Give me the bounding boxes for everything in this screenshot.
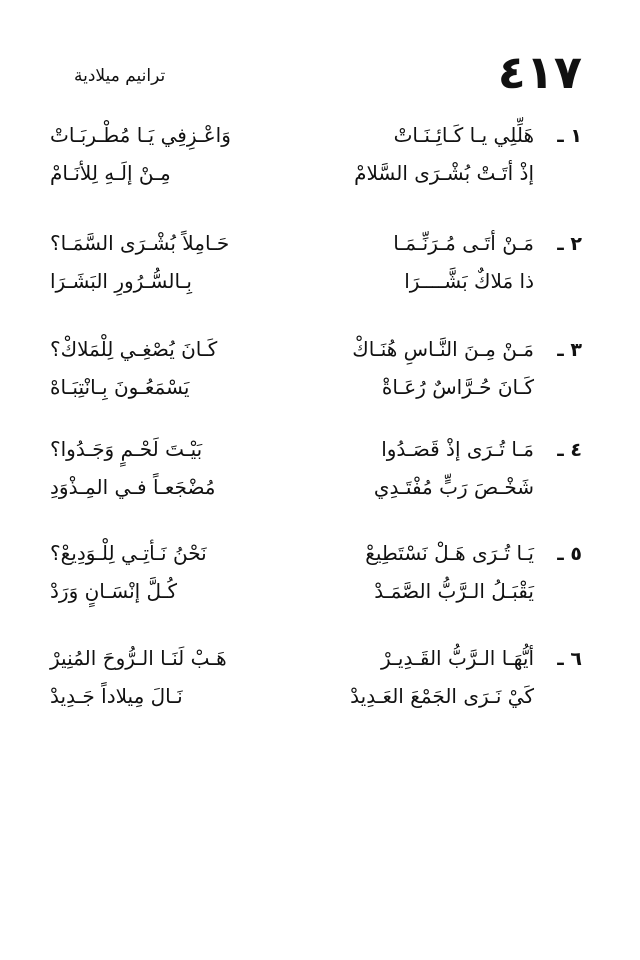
verse-line xyxy=(50,369,534,405)
verse-line xyxy=(50,640,534,676)
verse-line xyxy=(50,225,534,261)
verse-number: ٢ ـ xyxy=(557,233,582,255)
page-number: ٤١٧ xyxy=(497,45,582,99)
verse-first-hemistich: هَلِّلِي يـا كَـائِـنَـاتْ xyxy=(393,123,534,147)
verse-number: ٥ ـ xyxy=(557,543,582,565)
verse-line xyxy=(50,573,534,609)
verse-line xyxy=(50,331,534,367)
verse-first-hemistich: شَخْـصَ رَبٍّ مُفْتَـدِي xyxy=(373,475,534,499)
verse-number: ٤ ـ xyxy=(557,439,582,461)
verse-second-hemistich: مُضْجَعـاً فـي المِـذْوَدِ xyxy=(50,475,216,499)
stanza-4 xyxy=(50,431,582,507)
stanza-3 xyxy=(50,331,582,407)
verse-line xyxy=(50,117,534,153)
verse-first-hemistich: يَقْبَـلُ الـرَّبُّ الصَّمَـدْ xyxy=(374,579,534,603)
verse-first-hemistich: مَـا تُـرَى إذْ قَصَـدُوا xyxy=(381,437,534,461)
verse-second-hemistich: مِـنْ إلَـهِ لِلأنَـامْ xyxy=(50,161,171,185)
verse-first-hemistich: إذْ أتَـتْ بُشْـرَى السَّلامْ xyxy=(354,161,534,185)
verse-second-hemistich: بِـالسُّـرُورِ البَشَـرَا xyxy=(50,269,193,293)
verse-line xyxy=(50,469,534,505)
verse-first-hemistich: مَـنْ مِـنَ النَّـاسِ هُنَـاكْ xyxy=(352,337,534,361)
stanza-6 xyxy=(50,640,582,716)
stanza-1 xyxy=(50,117,582,193)
verse-line xyxy=(50,263,534,299)
running-title: ترانيم ميلادية xyxy=(74,66,166,86)
verse-number: ٣ ـ xyxy=(557,339,582,361)
verse-line xyxy=(50,431,534,467)
verse-second-hemistich: يَسْمَعُـونَ بِـانْتِبَـاهْ xyxy=(50,375,190,399)
verse-second-hemistich: هَـبْ لَنَـا الـرُّوحَ المُنِيرْ xyxy=(50,646,227,670)
verse-first-hemistich: ذا مَلاكٌ بَشَّــــرَا xyxy=(404,269,534,293)
verse-number: ٦ ـ xyxy=(557,648,582,670)
verse-second-hemistich: وَاعْـزِفِي يَـا مُطْـربَـاتْ xyxy=(50,123,231,147)
verse-first-hemistich: أيُّهَـا الـرَّبُّ القَـدِيـرْ xyxy=(381,646,534,670)
verse-second-hemistich: كُـلَّ إنْسَـانٍ وَرَدْ xyxy=(50,579,178,603)
verse-line xyxy=(50,535,534,571)
stanza-2 xyxy=(50,225,582,301)
verse-second-hemistich: نَحْنُ نَـأتِـي لِلْـوَدِيعْ؟ xyxy=(50,541,207,565)
verse-first-hemistich: كَـانَ حُـرَّاسٌ رُعَـاةْ xyxy=(381,375,534,399)
verse-second-hemistich: بَيْـتَ لَحْـمٍ وَجَـدُوا؟ xyxy=(50,437,203,461)
verse-second-hemistich: كَـانَ يُصْغِـي لِلْمَلاكْ؟ xyxy=(50,337,218,361)
stanza-5 xyxy=(50,535,582,611)
verse-line xyxy=(50,155,534,191)
verse-second-hemistich: حَـامِلاً بُشْـرَى السَّمَـا؟ xyxy=(50,231,230,255)
verse-line xyxy=(50,678,534,714)
verse-second-hemistich: نَـالَ مِيلاداً جَـدِيدْ xyxy=(50,684,183,708)
verse-number: ١ ـ xyxy=(557,125,582,147)
verse-first-hemistich: مَـنْ أتَـى مُـرَنِّـمَـا xyxy=(393,231,534,255)
verse-first-hemistich: كَيْ نَـرَى الجَمْعَ العَـدِيدْ xyxy=(350,684,534,708)
verse-first-hemistich: يَـا تُـرَى هَـلْ نَسْتَطِيعْ xyxy=(365,541,534,565)
